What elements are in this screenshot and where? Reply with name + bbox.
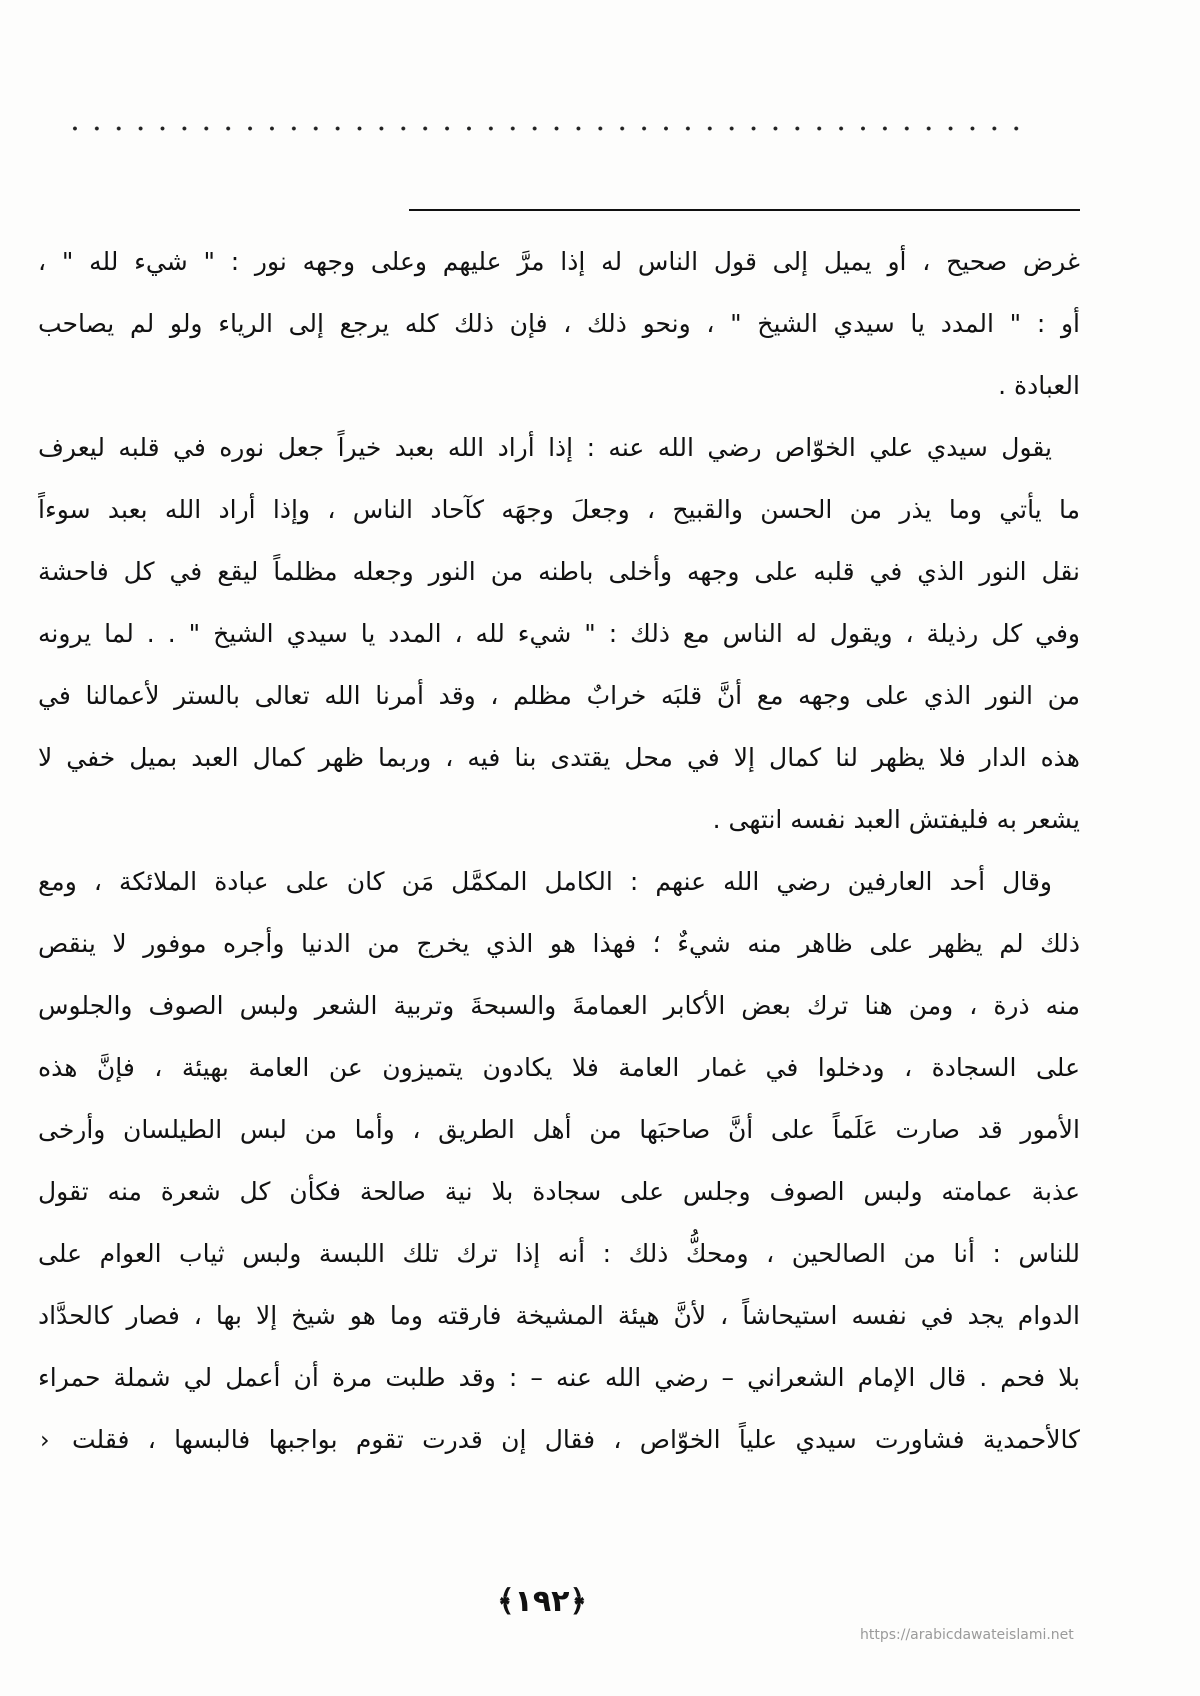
page-body bbox=[38, 231, 1080, 1471]
text-line: للناس : أنا من الصالحين ، ومحكُّ ذلك : أنه إذا ترك تلك اللبسة ولبس ثياب العوام على bbox=[38, 1239, 1080, 1268]
text-line: ما يأتي وما يذر من الحسن والقبيح ، وجعلَ وجهَه كآحاد الناس ، وإذا أراد الله بعبد سوءاً bbox=[38, 495, 1080, 524]
text-line: الأمور قد صارت عَلَماً على أنَّ صاحبَها من أهل الطريق ، وأما من لبس الطيلسان وأرخى bbox=[38, 1115, 1080, 1144]
watermark-url: https://arabicdawateislami.net bbox=[860, 1627, 1074, 1643]
page-number: ﴿١٩٢﴾ bbox=[496, 1584, 588, 1619]
text-line: يشعر به فليفتش العبد نفسه انتهى . bbox=[712, 805, 1080, 834]
paragraph bbox=[38, 231, 1080, 417]
text-line: نقل النور الذي في قلبه على وجهه وأخلى باطنه من النور وجعله مظلماً ليقع في كل فاحشة bbox=[38, 557, 1080, 586]
continuation-mark: › bbox=[40, 1426, 50, 1454]
paragraph bbox=[38, 417, 1080, 851]
paragraph bbox=[38, 851, 1080, 1471]
text-line: وقال أحد العارفين رضي الله عنهم : الكامل المكمَّل مَن كان على عبادة الملائكة ، ومع bbox=[38, 867, 1052, 896]
text-line: بلا فحم . قال الإمام الشعراني – رضي الله عنه – : وقد طلبت مرة أن أعمل لي شملة حمراء bbox=[38, 1363, 1080, 1392]
header-rule bbox=[409, 209, 1080, 211]
text-line: هذه الدار فلا يظهر لنا كمال إلا في محل يقتدى بنا فيه ، وربما ظهر كمال العبد بميل خفي لا bbox=[38, 743, 1080, 772]
text-line: غرض صحيح ، أو يميل إلى قول الناس له إذا مرَّ عليهم وعلى وجهه نور : " شيء لله " ، bbox=[38, 247, 1080, 276]
text-line: ذلك لم يظهر على ظاهر منه شيءٌ ؛ فهذا هو الذي يخرج من الدنيا وأجره موفور لا ينقص bbox=[38, 929, 1080, 958]
text-line bbox=[38, 1409, 1080, 1471]
text-line: العبادة . bbox=[998, 371, 1080, 400]
text-line: عذبة عمامته ولبس الصوف وجلس على سجادة بلا نية صالحة فكأن كل شعرة منه تقول bbox=[38, 1177, 1080, 1206]
text-line: من النور الذي على وجهه مع أنَّ قلبَه خرابٌ مظلم ، وقد أمرنا الله تعالى بالستر لأعمالنا في bbox=[38, 681, 1080, 710]
text-line: يقول سيدي علي الخوّاص رضي الله عنه : إذا أراد الله بعبد خيراً جعل نوره في قلبه ليعرف bbox=[38, 433, 1052, 462]
text-line: منه ذرة ، ومن هنا ترك بعض الأكابر العمامةَ والسبحةَ وتربية الشعر ولبس الصوف والجلوس bbox=[38, 991, 1080, 1020]
text-line: على السجادة ، ودخلوا في غمار العامة فلا يكادون يتميزون عن العامة بهيئة ، فإنَّ هذه bbox=[38, 1053, 1080, 1082]
top-dotted-rule bbox=[64, 126, 1026, 131]
text-line: أو : " المدد يا سيدي الشيخ " ، ونحو ذلك ، فإن ذلك كله يرجع إلى الرياء ولو لم يصاحب bbox=[38, 309, 1080, 338]
text-line: وفي كل رذيلة ، ويقول له الناس مع ذلك : " شيء لله ، المدد يا سيدي الشيخ " . . لما يرونه bbox=[38, 619, 1080, 648]
text-line: الدوام يجد في نفسه استيحاشاً ، لأنَّ هيئة المشيخة فارقته وما هو شيخ إلا بها ، فصار كالحدَّاد bbox=[38, 1301, 1080, 1330]
text-line-content: كالأحمدية فشاورت سيدي علياً الخوّاص ، فقال إن قدرت تقوم بواجبها فالبسها ، فقلت bbox=[72, 1425, 1080, 1454]
